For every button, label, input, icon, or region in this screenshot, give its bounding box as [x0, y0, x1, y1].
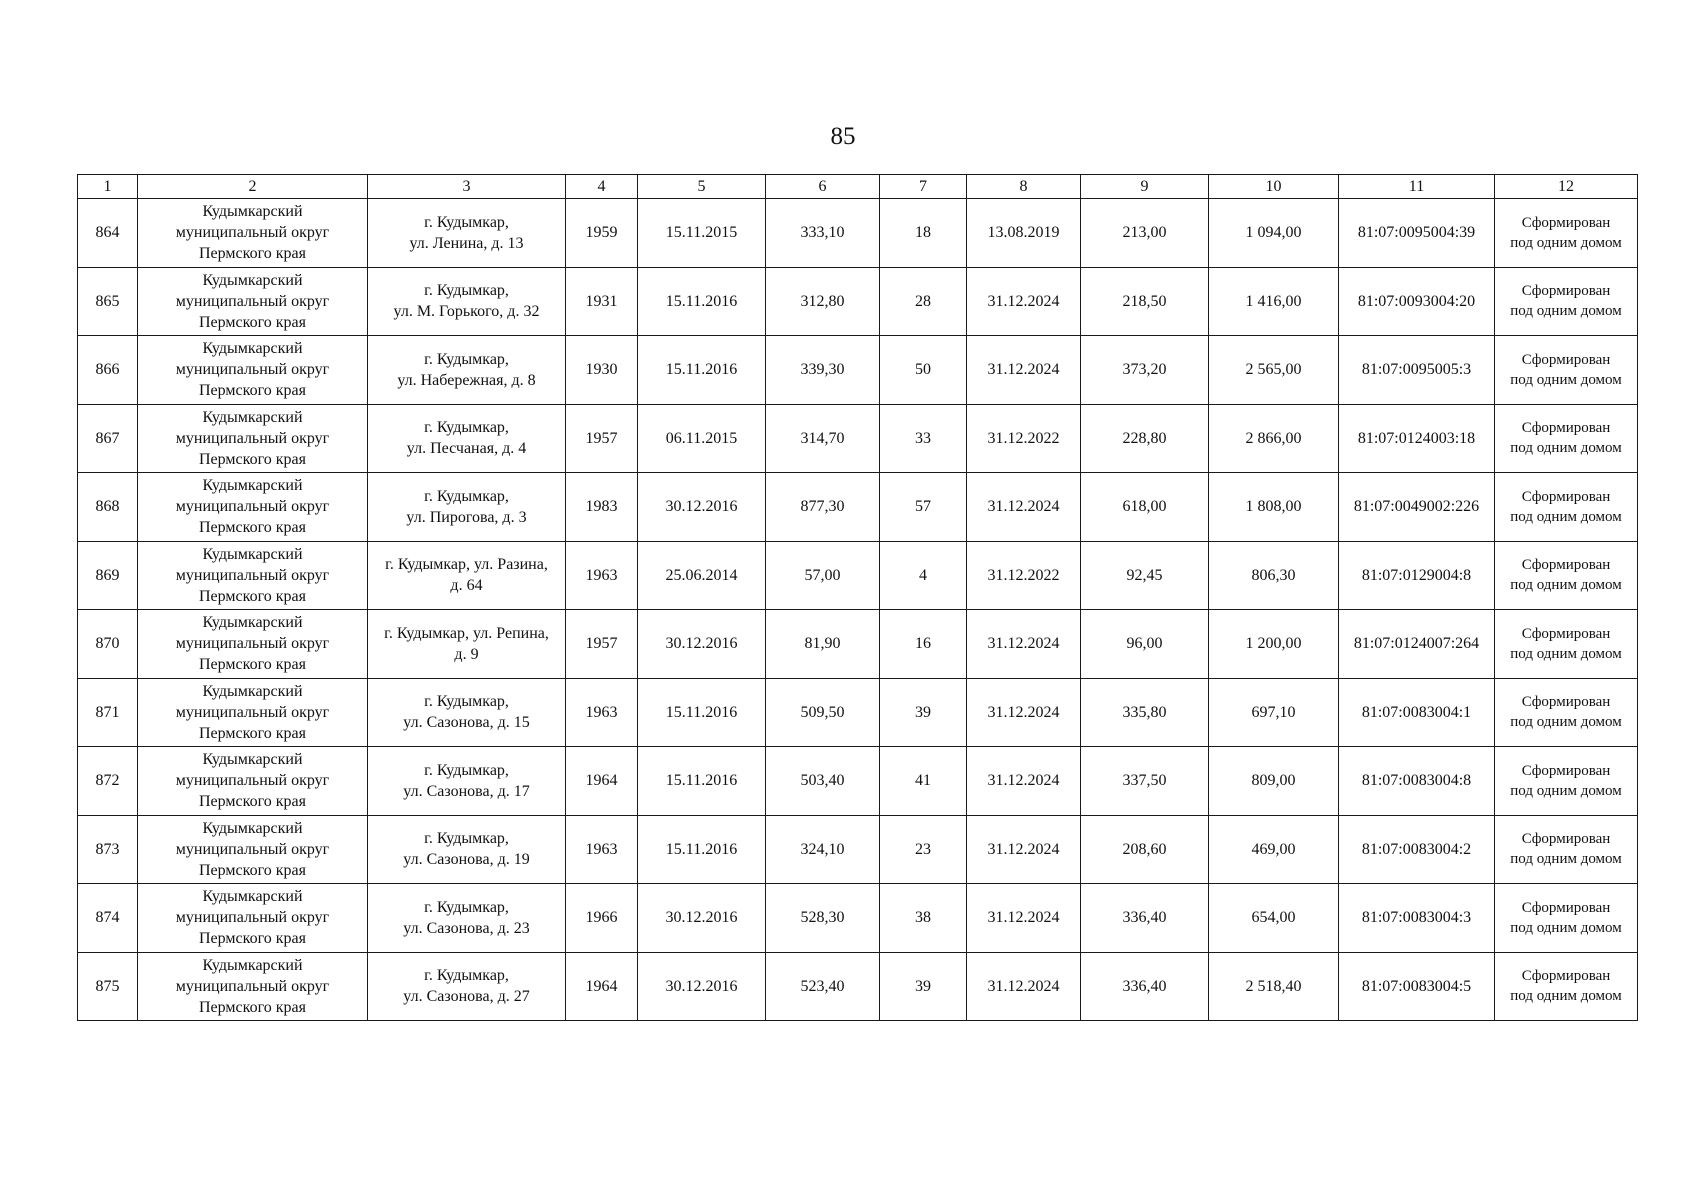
- address-line: г. Кудымкар,: [424, 487, 509, 505]
- address-cell: [368, 473, 566, 542]
- column-header: 8: [967, 175, 1081, 199]
- municipality-line: Кудымкарский: [202, 203, 303, 221]
- value-cell: 92,45: [1081, 541, 1209, 610]
- date-cell: 31.12.2024: [967, 473, 1081, 542]
- municipality-cell: [138, 884, 368, 953]
- value-cell: 373,20: [1081, 336, 1209, 405]
- address-cell: [368, 678, 566, 747]
- area-cell: 81,90: [766, 610, 880, 679]
- address-line: г. Кудымкар,: [424, 419, 509, 437]
- date-cell: 31.12.2024: [967, 747, 1081, 816]
- row-number-cell: 874: [78, 884, 138, 953]
- status-line: Сформирован: [1521, 488, 1611, 505]
- count-cell: 28: [880, 267, 967, 336]
- address-line: ул. Сазонова, д. 19: [403, 851, 530, 869]
- municipality-line: муниципальный округ: [175, 566, 330, 584]
- municipality-cell: [138, 199, 368, 268]
- date-cell: 31.12.2024: [967, 267, 1081, 336]
- date-cell: 30.12.2016: [638, 473, 766, 542]
- column-header: 5: [638, 175, 766, 199]
- column-number-header-row: [78, 175, 1638, 199]
- table-row: [78, 747, 1638, 816]
- municipality-line: муниципальный округ: [175, 224, 330, 242]
- cadastral-number-cell: 81:07:0124007:264: [1339, 610, 1495, 679]
- status-line: Сформирован: [1521, 899, 1611, 916]
- address-line: г. Кудымкар, ул. Разина,: [385, 556, 548, 574]
- municipality-line: Пермского края: [199, 313, 306, 331]
- cadastral-number-cell: 81:07:0095004:39: [1339, 199, 1495, 268]
- area-cell: 503,40: [766, 747, 880, 816]
- address-line: г. Кудымкар,: [424, 213, 509, 231]
- address-line: г. Кудымкар,: [424, 282, 509, 300]
- date-cell: 30.12.2016: [638, 884, 766, 953]
- municipality-line: муниципальный округ: [175, 635, 330, 653]
- year-cell: 1964: [566, 747, 638, 816]
- area-cell: 339,30: [766, 336, 880, 405]
- municipality-line: Пермского края: [199, 382, 306, 400]
- municipality-cell: [138, 815, 368, 884]
- table-row: [78, 815, 1638, 884]
- year-cell: 1963: [566, 815, 638, 884]
- status-line: Сформирован: [1521, 968, 1611, 985]
- municipality-line: Кудымкарский: [202, 956, 303, 974]
- cadastral-number-cell: 81:07:0083004:2: [1339, 815, 1495, 884]
- municipality-cell: [138, 473, 368, 542]
- year-cell: 1983: [566, 473, 638, 542]
- status-line: Сформирован: [1521, 831, 1611, 848]
- value-cell: 1 808,00: [1209, 473, 1339, 542]
- year-cell: 1930: [566, 336, 638, 405]
- municipality-line: Пермского края: [199, 998, 306, 1016]
- year-cell: 1964: [566, 952, 638, 1021]
- column-header: 2: [138, 175, 368, 199]
- address-line: г. Кудымкар,: [424, 830, 509, 848]
- value-cell: 697,10: [1209, 678, 1339, 747]
- value-cell: 1 416,00: [1209, 267, 1339, 336]
- status-line: под одним домом: [1510, 440, 1622, 457]
- date-cell: 31.12.2022: [967, 404, 1081, 473]
- date-cell: 31.12.2024: [967, 610, 1081, 679]
- area-cell: 333,10: [766, 199, 880, 268]
- row-number-cell: 866: [78, 336, 138, 405]
- status-cell: [1495, 541, 1638, 610]
- address-line: ул. Сазонова, д. 27: [403, 988, 530, 1006]
- municipality-line: Кудымкарский: [202, 751, 303, 769]
- column-header: 3: [368, 175, 566, 199]
- address-line: ул. Сазонова, д. 15: [403, 714, 530, 732]
- cadastral-number-cell: 81:07:0049002:226: [1339, 473, 1495, 542]
- cadastral-number-cell: 81:07:0095005:3: [1339, 336, 1495, 405]
- column-header: 6: [766, 175, 880, 199]
- count-cell: 39: [880, 952, 967, 1021]
- cadastral-number-cell: 81:07:0124003:18: [1339, 404, 1495, 473]
- municipality-line: Пермского края: [199, 793, 306, 811]
- column-header: 1: [78, 175, 138, 199]
- count-cell: 39: [880, 678, 967, 747]
- address-line: г. Кудымкар,: [424, 898, 509, 916]
- status-line: Сформирован: [1521, 420, 1611, 437]
- value-cell: 337,50: [1081, 747, 1209, 816]
- column-header: 7: [880, 175, 967, 199]
- column-header: 9: [1081, 175, 1209, 199]
- status-line: под одним домом: [1510, 919, 1622, 936]
- address-cell: [368, 610, 566, 679]
- municipality-line: Пермского края: [199, 656, 306, 674]
- row-number-cell: 868: [78, 473, 138, 542]
- status-line: под одним домом: [1510, 234, 1622, 251]
- date-cell: 06.11.2015: [638, 404, 766, 473]
- status-line: под одним домом: [1510, 782, 1622, 799]
- value-cell: 2 518,40: [1209, 952, 1339, 1021]
- status-line: под одним домом: [1510, 645, 1622, 662]
- date-cell: 31.12.2024: [967, 884, 1081, 953]
- count-cell: 18: [880, 199, 967, 268]
- address-line: д. 64: [450, 577, 483, 595]
- value-cell: 218,50: [1081, 267, 1209, 336]
- municipality-line: Кудымкарский: [202, 614, 303, 632]
- address-cell: [368, 747, 566, 816]
- date-cell: 30.12.2016: [638, 952, 766, 1021]
- municipality-line: муниципальный округ: [175, 498, 330, 516]
- date-cell: 31.12.2024: [967, 815, 1081, 884]
- count-cell: 57: [880, 473, 967, 542]
- address-line: ул. М. Горького, д. 32: [393, 303, 540, 321]
- row-number-cell: 875: [78, 952, 138, 1021]
- municipality-cell: [138, 610, 368, 679]
- status-cell: [1495, 336, 1638, 405]
- municipality-line: Пермского края: [199, 724, 306, 742]
- status-line: Сформирован: [1521, 283, 1611, 300]
- area-cell: 877,30: [766, 473, 880, 542]
- row-number-cell: 869: [78, 541, 138, 610]
- value-cell: 1 200,00: [1209, 610, 1339, 679]
- area-cell: 314,70: [766, 404, 880, 473]
- value-cell: 2 866,00: [1209, 404, 1339, 473]
- status-line: под одним домом: [1510, 508, 1622, 525]
- status-line: Сформирован: [1521, 625, 1611, 642]
- table-row: [78, 610, 1638, 679]
- status-line: Сформирован: [1521, 351, 1611, 368]
- municipality-line: Кудымкарский: [202, 408, 303, 426]
- column-header: 10: [1209, 175, 1339, 199]
- address-cell: [368, 952, 566, 1021]
- municipality-line: муниципальный округ: [175, 361, 330, 379]
- year-cell: 1931: [566, 267, 638, 336]
- status-cell: [1495, 473, 1638, 542]
- value-cell: 806,30: [1209, 541, 1339, 610]
- address-cell: [368, 336, 566, 405]
- status-cell: [1495, 678, 1638, 747]
- area-cell: 528,30: [766, 884, 880, 953]
- value-cell: 208,60: [1081, 815, 1209, 884]
- cadastral-number-cell: 81:07:0083004:8: [1339, 747, 1495, 816]
- count-cell: 4: [880, 541, 967, 610]
- address-line: г. Кудымкар,: [424, 967, 509, 985]
- table-row: [78, 336, 1638, 405]
- municipality-line: Кудымкарский: [202, 271, 303, 289]
- municipality-line: Кудымкарский: [202, 888, 303, 906]
- column-header: 11: [1339, 175, 1495, 199]
- row-number-cell: 873: [78, 815, 138, 884]
- date-cell: 31.12.2024: [967, 678, 1081, 747]
- status-cell: [1495, 404, 1638, 473]
- area-cell: 312,80: [766, 267, 880, 336]
- status-line: под одним домом: [1510, 303, 1622, 320]
- value-cell: 228,80: [1081, 404, 1209, 473]
- row-number-cell: 865: [78, 267, 138, 336]
- status-cell: [1495, 267, 1638, 336]
- date-cell: 30.12.2016: [638, 610, 766, 679]
- municipality-line: Пермского края: [199, 930, 306, 948]
- cadastral-number-cell: 81:07:0083004:5: [1339, 952, 1495, 1021]
- date-cell: 15.11.2015: [638, 199, 766, 268]
- municipality-line: муниципальный округ: [175, 909, 330, 927]
- address-line: ул. Пирогова, д. 3: [406, 508, 527, 526]
- date-cell: 15.11.2016: [638, 678, 766, 747]
- count-cell: 38: [880, 884, 967, 953]
- cadastral-number-cell: 81:07:0093004:20: [1339, 267, 1495, 336]
- municipality-line: муниципальный округ: [175, 977, 330, 995]
- area-cell: 57,00: [766, 541, 880, 610]
- municipality-line: муниципальный округ: [175, 840, 330, 858]
- registry-table: [77, 174, 1638, 1021]
- value-cell: 96,00: [1081, 610, 1209, 679]
- status-cell: [1495, 610, 1638, 679]
- table-row: [78, 473, 1638, 542]
- date-cell: 31.12.2022: [967, 541, 1081, 610]
- date-cell: 31.12.2024: [967, 952, 1081, 1021]
- address-cell: [368, 541, 566, 610]
- status-line: под одним домом: [1510, 851, 1622, 868]
- page-number: 85: [830, 123, 856, 150]
- municipality-cell: [138, 404, 368, 473]
- address-line: ул. Сазонова, д. 23: [403, 919, 530, 937]
- status-line: под одним домом: [1510, 988, 1622, 1005]
- municipality-line: муниципальный округ: [175, 429, 330, 447]
- row-number-cell: 867: [78, 404, 138, 473]
- row-number-cell: 870: [78, 610, 138, 679]
- year-cell: 1959: [566, 199, 638, 268]
- address-cell: [368, 884, 566, 953]
- address-line: ул. Ленина, д. 13: [409, 234, 524, 252]
- address-cell: [368, 199, 566, 268]
- year-cell: 1957: [566, 610, 638, 679]
- value-cell: 1 094,00: [1209, 199, 1339, 268]
- municipality-line: Пермского края: [199, 587, 306, 605]
- column-header: 4: [566, 175, 638, 199]
- value-cell: 654,00: [1209, 884, 1339, 953]
- address-line: д. 9: [454, 645, 479, 663]
- status-line: Сформирован: [1521, 694, 1611, 711]
- count-cell: 23: [880, 815, 967, 884]
- municipality-line: Кудымкарский: [202, 819, 303, 837]
- value-cell: 2 565,00: [1209, 336, 1339, 405]
- value-cell: 469,00: [1209, 815, 1339, 884]
- municipality-line: Пермского края: [199, 245, 306, 263]
- year-cell: 1963: [566, 678, 638, 747]
- address-line: г. Кудымкар, ул. Репина,: [384, 624, 549, 642]
- status-line: Сформирован: [1521, 214, 1611, 231]
- address-line: ул. Набережная, д. 8: [397, 371, 536, 389]
- date-cell: 15.11.2016: [638, 815, 766, 884]
- status-cell: [1495, 884, 1638, 953]
- year-cell: 1966: [566, 884, 638, 953]
- municipality-cell: [138, 952, 368, 1021]
- municipality-cell: [138, 747, 368, 816]
- column-header: 12: [1495, 175, 1638, 199]
- row-number-cell: 872: [78, 747, 138, 816]
- count-cell: 50: [880, 336, 967, 405]
- table-row: [78, 678, 1638, 747]
- status-line: Сформирован: [1521, 762, 1611, 779]
- table-row: [78, 884, 1638, 953]
- cadastral-number-cell: 81:07:0083004:1: [1339, 678, 1495, 747]
- count-cell: 16: [880, 610, 967, 679]
- address-cell: [368, 815, 566, 884]
- municipality-line: Пермского края: [199, 861, 306, 879]
- table-row: [78, 267, 1638, 336]
- date-cell: 25.06.2014: [638, 541, 766, 610]
- municipality-line: муниципальный округ: [175, 772, 330, 790]
- value-cell: 336,40: [1081, 952, 1209, 1021]
- status-cell: [1495, 952, 1638, 1021]
- table-row: [78, 404, 1638, 473]
- municipality-cell: [138, 336, 368, 405]
- date-cell: 31.12.2024: [967, 336, 1081, 405]
- municipality-line: Кудымкарский: [202, 545, 303, 563]
- date-cell: 13.08.2019: [967, 199, 1081, 268]
- municipality-line: муниципальный округ: [175, 292, 330, 310]
- row-number-cell: 871: [78, 678, 138, 747]
- status-cell: [1495, 815, 1638, 884]
- count-cell: 41: [880, 747, 967, 816]
- address-cell: [368, 267, 566, 336]
- address-line: ул. Песчаная, д. 4: [406, 440, 527, 458]
- municipality-line: Пермского края: [199, 450, 306, 468]
- date-cell: 15.11.2016: [638, 267, 766, 336]
- value-cell: 618,00: [1081, 473, 1209, 542]
- area-cell: 324,10: [766, 815, 880, 884]
- date-cell: 15.11.2016: [638, 336, 766, 405]
- value-cell: 809,00: [1209, 747, 1339, 816]
- value-cell: 213,00: [1081, 199, 1209, 268]
- municipality-cell: [138, 267, 368, 336]
- municipality-cell: [138, 541, 368, 610]
- value-cell: 336,40: [1081, 884, 1209, 953]
- status-cell: [1495, 747, 1638, 816]
- status-cell: [1495, 199, 1638, 268]
- municipality-line: Кудымкарский: [202, 340, 303, 358]
- status-line: под одним домом: [1510, 714, 1622, 731]
- address-line: ул. Сазонова, д. 17: [403, 782, 530, 800]
- address-line: г. Кудымкар,: [424, 761, 509, 779]
- municipality-line: Кудымкарский: [202, 477, 303, 495]
- address-line: г. Кудымкар,: [424, 693, 509, 711]
- count-cell: 33: [880, 404, 967, 473]
- year-cell: 1957: [566, 404, 638, 473]
- status-line: Сформирован: [1521, 557, 1611, 574]
- municipality-cell: [138, 678, 368, 747]
- municipality-line: Пермского края: [199, 519, 306, 537]
- date-cell: 15.11.2016: [638, 747, 766, 816]
- address-line: г. Кудымкар,: [424, 350, 509, 368]
- table-row: [78, 199, 1638, 268]
- area-cell: 523,40: [766, 952, 880, 1021]
- status-line: под одним домом: [1510, 577, 1622, 594]
- address-cell: [368, 404, 566, 473]
- cadastral-number-cell: 81:07:0129004:8: [1339, 541, 1495, 610]
- municipality-line: муниципальный округ: [175, 703, 330, 721]
- area-cell: 509,50: [766, 678, 880, 747]
- table-row: [78, 952, 1638, 1021]
- cadastral-number-cell: 81:07:0083004:3: [1339, 884, 1495, 953]
- value-cell: 335,80: [1081, 678, 1209, 747]
- table-row: [78, 541, 1638, 610]
- municipality-line: Кудымкарский: [202, 682, 303, 700]
- row-number-cell: 864: [78, 199, 138, 268]
- status-line: под одним домом: [1510, 371, 1622, 388]
- year-cell: 1963: [566, 541, 638, 610]
- table-body: [78, 199, 1638, 1021]
